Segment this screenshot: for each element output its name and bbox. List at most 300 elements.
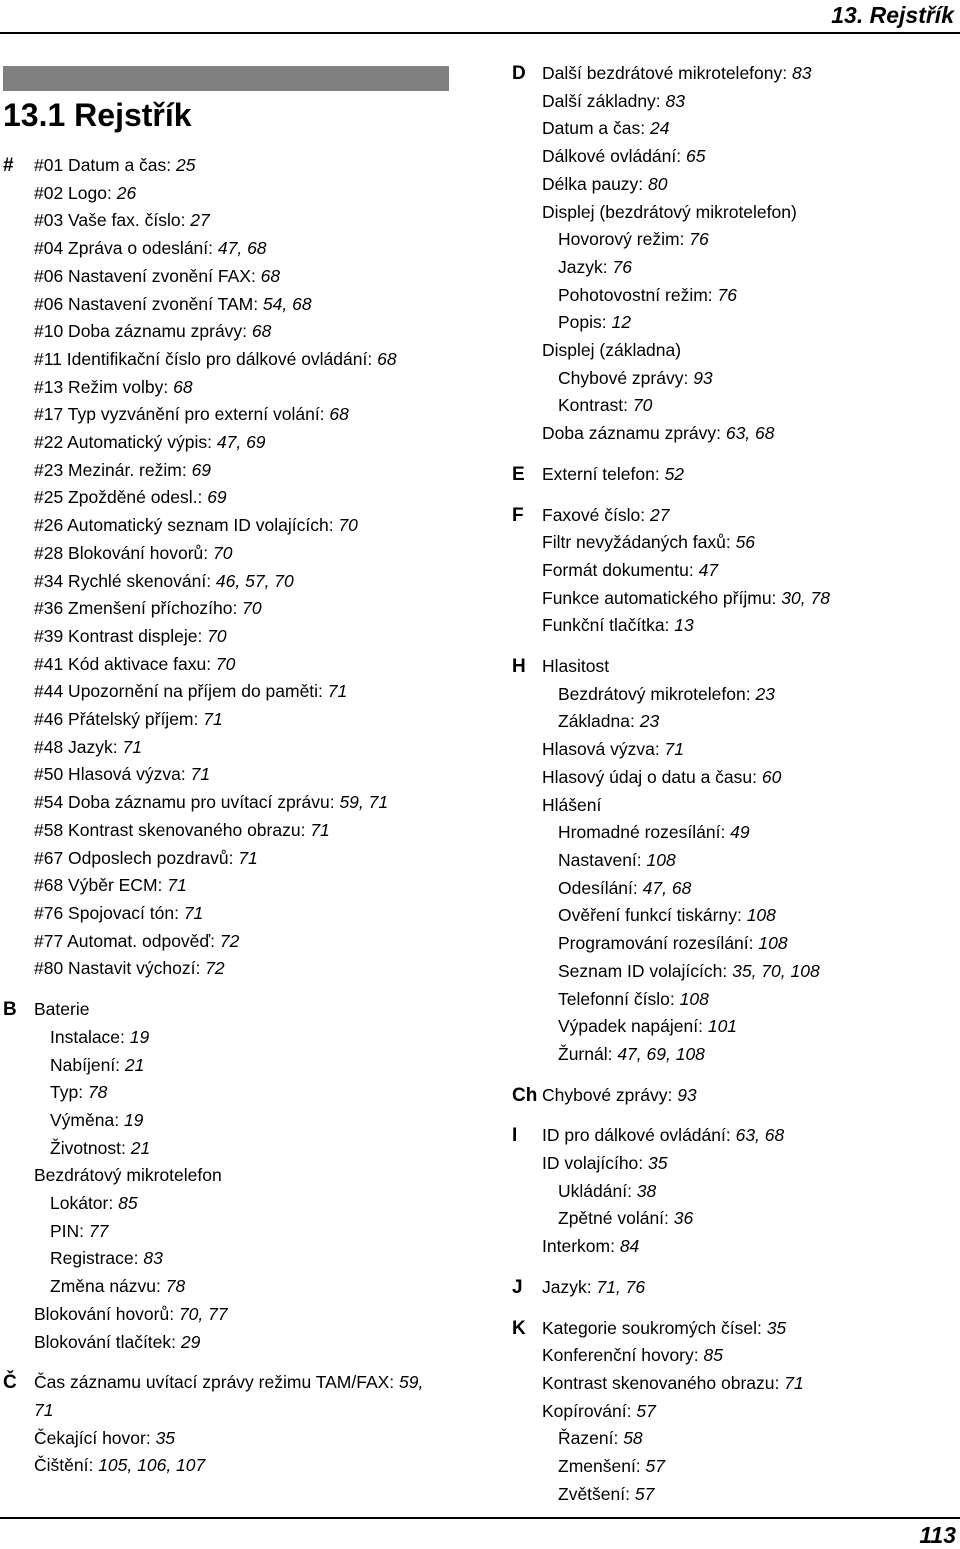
entry-label: Externí telefon:: [542, 463, 665, 484]
index-subentry: [558, 1205, 960, 1233]
entry-pages: 12: [611, 312, 631, 333]
entry-pages: 69: [191, 459, 212, 480]
index-entry: [542, 585, 960, 613]
entry-label: Hovorový režim:: [558, 229, 690, 250]
index-subentry: [558, 819, 960, 847]
entry-pages: 71: [664, 739, 685, 760]
entry-pages: 57: [636, 1400, 656, 1421]
index-subentry: [558, 282, 960, 310]
index-entry: [34, 734, 450, 762]
entry-pages: 27: [190, 210, 210, 231]
index-group: [510, 1274, 960, 1302]
entry-label: Jazyk:: [542, 1276, 597, 1297]
index-entry: [34, 401, 450, 429]
index-entry: [34, 1425, 450, 1453]
entry-label: Pohotovostní režim:: [558, 284, 718, 305]
index-letter: Ch: [512, 1084, 538, 1106]
index-entry: [34, 817, 450, 845]
entry-pages: 13: [674, 615, 694, 636]
entry-label: #23 Mezinár. režim:: [34, 459, 192, 480]
entry-pages: 71: [183, 902, 204, 923]
entry-label: Kontrast skenovaného obrazu:: [542, 1372, 785, 1393]
entry-pages: 65: [685, 146, 706, 167]
index-entry: [542, 1315, 960, 1343]
entry-label: Baterie: [34, 999, 90, 1020]
index-subentry: [50, 1273, 450, 1301]
top-divider: [0, 32, 960, 34]
entry-pages: 30, 78: [781, 587, 830, 608]
index-entry: [542, 1150, 960, 1178]
entry-label: Blokování hovorů:: [34, 1303, 179, 1324]
index-entry: [34, 152, 450, 180]
entry-label: #39 Kontrast displeje:: [34, 625, 208, 646]
entry-pages: 38: [636, 1180, 657, 1201]
entry-pages: 23: [639, 711, 660, 732]
entry-pages: 71: [167, 875, 187, 896]
index-column-right: [510, 60, 960, 1508]
index-entry: [34, 318, 450, 346]
bottom-divider: [0, 1517, 960, 1519]
entry-pages: 52: [664, 463, 685, 484]
index-letter: K: [512, 1317, 526, 1339]
entry-label: Hlasová výzva:: [542, 739, 665, 760]
entry-label: Hromadné rozesílání:: [558, 822, 731, 843]
entry-pages: 47, 68: [217, 238, 267, 259]
entry-label: #01 Datum a čas:: [34, 155, 177, 175]
entry-label: Zpětné volání:: [558, 1208, 674, 1229]
entry-pages: 25: [176, 155, 196, 175]
entry-pages: 70: [215, 653, 236, 674]
index-entry: [34, 180, 450, 208]
index-entry: [34, 1452, 450, 1480]
entry-pages: 68: [173, 376, 193, 397]
index-subentry: [558, 708, 960, 736]
entry-pages: 47: [698, 559, 719, 580]
index-group: [510, 461, 960, 489]
entry-pages: 59,: [399, 1372, 424, 1393]
index-subentry: [558, 309, 960, 337]
entry-pages: 83: [143, 1248, 163, 1269]
entry-pages: 23: [755, 683, 775, 704]
entry-label: Žurnál:: [558, 1043, 618, 1064]
entry-pages: 71: [203, 709, 223, 730]
index-subentry: [50, 1190, 450, 1218]
index-subentry: [50, 1024, 450, 1052]
entry-label: Funkce automatického příjmu:: [542, 587, 782, 608]
index-entry: [542, 1370, 960, 1398]
entry-pages: 72: [205, 958, 225, 979]
entry-label: Hlasitost: [542, 656, 610, 677]
entry-label: Interkom:: [542, 1236, 620, 1257]
entry-label: Odesílání:: [558, 877, 643, 898]
entry-pages: 19: [123, 1109, 144, 1130]
index-letter: J: [512, 1276, 523, 1298]
index-entry: [34, 1301, 450, 1329]
entry-label: Další základny:: [542, 90, 666, 111]
index-entry: [542, 88, 960, 116]
index-letter: #: [3, 155, 14, 176]
entry-label: #06 Nastavení zvonění TAM:: [34, 293, 263, 314]
index-entry: [34, 678, 450, 706]
entry-pages: 105, 106, 107: [98, 1455, 206, 1476]
index-entry: [34, 346, 450, 374]
index-group: [510, 502, 960, 641]
index-entry: [34, 540, 450, 568]
entry-pages: 70: [338, 515, 358, 536]
entry-label: Displej (základna): [542, 340, 682, 361]
entry-pages: 76: [689, 229, 709, 250]
entry-pages: 108: [758, 933, 788, 954]
entry-label: Seznam ID volajících:: [558, 960, 733, 981]
index-subentry: [558, 958, 960, 986]
entry-label: #02 Logo:: [34, 182, 117, 203]
entry-label: Další bezdrátové mikrotelefony:: [542, 63, 792, 83]
index-entry: [34, 1162, 450, 1190]
index-group: [0, 152, 450, 983]
index-subentry: [558, 847, 960, 875]
index-group: [510, 60, 960, 448]
index-entry: [34, 623, 450, 651]
entry-label: Lokátor:: [50, 1193, 119, 1214]
entry-pages: 35: [648, 1153, 668, 1174]
entry-pages: 68: [329, 404, 349, 425]
entry-label: Doba záznamu zprávy:: [542, 423, 726, 444]
entry-pages: 27: [649, 504, 670, 525]
entry-label: Čas záznamu uvítací zprávy režimu TAM/FAX:: [34, 1372, 400, 1393]
entry-pages: 54, 68: [262, 293, 312, 314]
index-group: [510, 1082, 960, 1110]
entry-label: Hlášení: [542, 794, 602, 815]
entry-pages: 56: [735, 532, 756, 553]
index-entry: [34, 706, 450, 734]
page-number: 113: [919, 1522, 956, 1548]
index-entry: [34, 263, 450, 291]
entry-pages: 71: [122, 736, 142, 757]
index-column-left: [0, 152, 450, 1480]
entry-pages: 35: [766, 1317, 787, 1338]
entry-label: Typ:: [50, 1082, 88, 1103]
entry-pages: 72: [219, 930, 240, 951]
entry-label: #26 Automatický seznam ID volajících:: [34, 515, 339, 536]
entry-label: Ukládání:: [558, 1180, 637, 1201]
index-entry: [34, 595, 450, 623]
entry-label: #22 Automatický výpis:: [34, 432, 217, 453]
entry-label: #50 Hlasová výzva:: [34, 764, 191, 785]
entry-pages: 63, 68: [725, 423, 775, 444]
index-entry: [34, 928, 450, 956]
entry-pages: 71: [327, 681, 348, 702]
entry-pages: 29: [180, 1331, 201, 1352]
index-entry: [34, 900, 450, 928]
index-entry: [34, 291, 450, 319]
index-entry: [542, 420, 960, 448]
entry-pages: 60: [761, 766, 782, 787]
index-entry: [34, 996, 450, 1024]
index-entry: [34, 484, 450, 512]
index-subentry: [558, 902, 960, 930]
index-entry: [542, 1274, 960, 1302]
entry-pages: 76: [612, 256, 632, 277]
entry-label: Instalace:: [50, 1026, 130, 1047]
index-subentry: [558, 986, 960, 1014]
index-subentry: [558, 254, 960, 282]
entry-label: ID volajícího:: [542, 1153, 649, 1174]
entry-pages: 71: [190, 764, 211, 785]
entry-label: Chybové zprávy:: [558, 367, 694, 388]
entry-label: #06 Nastavení zvonění FAX:: [34, 265, 261, 286]
index-entry: [542, 764, 960, 792]
entry-pages: 47, 69: [216, 432, 266, 453]
index-entry: [34, 1369, 450, 1397]
entry-pages: 57: [645, 1456, 666, 1477]
index-entry: [542, 199, 960, 227]
entry-label: Délka pauzy:: [542, 173, 649, 194]
index-subentry: [558, 1481, 960, 1509]
entry-pages: 93: [693, 367, 713, 388]
index-subentry: [50, 1135, 450, 1163]
entry-pages: 35, 70, 108: [732, 960, 820, 981]
entry-pages: 21: [124, 1054, 145, 1075]
entry-pages: 59, 71: [339, 792, 389, 813]
entry-label: Bezdrátový mikrotelefon: [34, 1165, 222, 1186]
index-subentry: [558, 1013, 960, 1041]
section-bar: [3, 66, 449, 91]
index-entry: [34, 872, 450, 900]
entry-label: #46 Přátelský příjem:: [34, 709, 204, 730]
entry-label: Displej (bezdrátový mikrotelefon): [542, 201, 797, 222]
entry-pages: 69: [207, 487, 227, 508]
entry-label: Kategorie soukromých čísel:: [542, 1317, 767, 1338]
index-group: [0, 996, 450, 1356]
entry-label: #28 Blokování hovorů:: [34, 542, 214, 563]
index-letter: I: [512, 1125, 518, 1147]
entry-label: Kopírování:: [542, 1400, 637, 1421]
index-entry: [542, 337, 960, 365]
entry-label: Jazyk:: [558, 256, 613, 277]
entry-label: #03 Vaše fax. číslo:: [34, 210, 191, 231]
index-entry: [542, 612, 960, 640]
index-group: [510, 1122, 960, 1261]
entry-label: Zvětšení:: [558, 1483, 635, 1504]
entry-label: #04 Zpráva o odeslání:: [34, 238, 218, 259]
index-subentry: [50, 1218, 450, 1246]
index-subentry: [50, 1052, 450, 1080]
entry-label: #80 Nastavit výchozí:: [34, 958, 206, 979]
entry-label: #44 Upozornění na příjem do paměti:: [34, 681, 328, 702]
entry-label: #36 Zmenšení příchozího:: [34, 598, 243, 619]
index-subentry: [558, 1041, 960, 1069]
entry-pages: 68: [251, 321, 272, 342]
entry-pages: 71: [784, 1372, 804, 1393]
entry-label: Popis:: [558, 312, 612, 333]
entry-pages: 71: [238, 847, 258, 868]
entry-label: Dálkové ovládání:: [542, 146, 686, 167]
index-subentry: [558, 365, 960, 393]
entry-pages: 47, 69, 108: [617, 1043, 705, 1064]
index-letter: H: [512, 656, 526, 678]
index-letter: F: [512, 504, 524, 526]
index-subentry: [558, 392, 960, 420]
index-entry: [542, 1342, 960, 1370]
entry-label: Funkční tlačítka:: [542, 615, 675, 636]
entry-label: Chybové zprávy:: [542, 1084, 678, 1105]
index-entry: [34, 761, 450, 789]
entry-label: #17 Typ vyzvánění pro externí volání:: [34, 404, 330, 425]
index-entry: [542, 792, 960, 820]
index-letter: D: [512, 63, 526, 84]
index-letter: Č: [3, 1372, 17, 1394]
entry-pages: 77: [88, 1220, 109, 1241]
entry-pages: 108: [646, 849, 676, 870]
entry-pages: 58: [623, 1428, 643, 1449]
entry-pages: 85: [703, 1345, 723, 1366]
index-entry: [34, 207, 450, 235]
index-group: [510, 653, 960, 1069]
index-entry: [542, 1122, 960, 1150]
index-subentry: [558, 875, 960, 903]
entry-pages: 19: [129, 1026, 150, 1047]
entry-label: Kontrast:: [558, 395, 633, 416]
entry-label: Životnost:: [50, 1137, 131, 1158]
entry-pages: 70: [213, 542, 233, 563]
entry-label: Čekající hovor:: [34, 1427, 156, 1448]
index-entry: [542, 1082, 960, 1110]
entry-label: #34 Rychlé skenování:: [34, 570, 216, 591]
entry-label: Hlasový údaj o datu a času:: [542, 766, 762, 787]
index-group: [0, 1369, 450, 1480]
entry-pages: 49: [730, 822, 750, 843]
entry-label: Nabíjení:: [50, 1054, 125, 1075]
entry-label: #58 Kontrast skenovaného obrazu:: [34, 819, 311, 840]
entry-pages: 70: [207, 625, 227, 646]
index-entry: [34, 235, 450, 263]
entry-label: #10 Doba záznamu zprávy:: [34, 321, 252, 342]
index-letter: E: [512, 463, 525, 485]
index-entry: [34, 568, 450, 596]
entry-label: Nastavení:: [558, 849, 647, 870]
entry-label: #76 Spojovací tón:: [34, 902, 184, 923]
index-entry: [34, 955, 450, 983]
entry-pages: 24: [649, 118, 670, 139]
index-entry: [542, 557, 960, 585]
index-entry: [542, 461, 960, 489]
entry-label: Změna názvu:: [50, 1276, 166, 1297]
entry-pages: 71: [34, 1399, 54, 1420]
entry-pages: 76: [717, 284, 737, 305]
entry-label: #11 Identifikační číslo pro dálkové ovládání:: [34, 348, 378, 369]
entry-pages: 57: [634, 1483, 655, 1504]
index-entry: [542, 1233, 960, 1261]
entry-pages: 21: [130, 1137, 151, 1158]
index-entry: [542, 529, 960, 557]
entry-label: Výpadek napájení:: [558, 1016, 708, 1037]
index-entry: [542, 171, 960, 199]
entry-label: PIN:: [50, 1220, 89, 1241]
entry-pages: 85: [118, 1193, 138, 1214]
index-subentry: [50, 1079, 450, 1107]
index-group: [510, 1315, 960, 1509]
entry-pages: 101: [707, 1016, 738, 1037]
entry-label: Zmenšení:: [558, 1456, 646, 1477]
entry-pages: 70: [242, 598, 262, 619]
index-entry: [542, 115, 960, 143]
index-entry: [542, 143, 960, 171]
entry-label: #25 Zpožděné odesl.:: [34, 487, 208, 508]
section-title: 13.1 Rejstřík: [3, 97, 192, 133]
index-entry: [34, 457, 450, 485]
entry-label: Blokování tlačítek:: [34, 1331, 181, 1352]
entry-pages: 83: [791, 63, 812, 83]
entry-pages: 63, 68: [735, 1125, 785, 1146]
entry-pages: 35: [155, 1427, 176, 1448]
entry-label: Formát dokumentu:: [542, 559, 699, 580]
entry-pages: 71: [310, 819, 330, 840]
index-subentry: [558, 226, 960, 254]
index-entry: [542, 653, 960, 681]
entry-label: Programování rozesílání:: [558, 933, 759, 954]
entry-pages: 80: [648, 173, 668, 194]
entry-label: Datum a čas:: [542, 118, 650, 139]
index-entry: [34, 789, 450, 817]
entry-label: #54 Doba záznamu pro uvítací zprávu:: [34, 792, 340, 813]
entry-label: Telefonní číslo:: [558, 988, 680, 1009]
index-subentry: [558, 1178, 960, 1206]
entry-pages: 93: [677, 1084, 697, 1105]
index-entry: [542, 502, 960, 530]
entry-label: Výměna:: [50, 1109, 124, 1130]
entry-pages: 83: [665, 90, 685, 111]
index-entry: [34, 429, 450, 457]
entry-pages: 84: [619, 1236, 640, 1257]
entry-pages: 108: [679, 988, 709, 1009]
entry-label: #13 Režim volby:: [34, 376, 174, 397]
entry-pages: 78: [165, 1276, 186, 1297]
index-entry: [542, 60, 960, 88]
entry-pages: 70, 77: [178, 1303, 228, 1324]
index-entry: [34, 651, 450, 679]
entry-label: Registrace:: [50, 1248, 144, 1269]
index-subentry: [50, 1107, 450, 1135]
entry-pages: 46, 57, 70: [215, 570, 294, 591]
entry-pages: 26: [116, 182, 137, 203]
entry-label: #48 Jazyk:: [34, 736, 123, 757]
entry-pages: 71, 76: [596, 1276, 646, 1297]
entry-label: #67 Odposlech pozdravů:: [34, 847, 239, 868]
entry-pages: 108: [746, 905, 776, 926]
index-subentry: [558, 930, 960, 958]
entry-label: Základna:: [558, 711, 640, 732]
index-entry: [34, 845, 450, 873]
entry-label: #68 Výběr ECM:: [34, 875, 168, 896]
entry-label: #77 Automat. odpověď:: [34, 930, 220, 951]
index-subentry: [558, 1425, 960, 1453]
index-entry: [542, 1398, 960, 1426]
entry-pages: 70: [632, 395, 653, 416]
entry-label: Faxové číslo:: [542, 504, 650, 525]
index-entry: [34, 1329, 450, 1357]
entry-pages: 78: [87, 1082, 108, 1103]
index-entry: [34, 1397, 450, 1425]
index-entry: [34, 374, 450, 402]
entry-label: Řazení:: [558, 1428, 624, 1449]
index-subentry: [558, 681, 960, 709]
entry-pages: 36: [673, 1208, 694, 1229]
entry-label: Konferenční hovory:: [542, 1345, 704, 1366]
index-letter: B: [3, 999, 17, 1021]
chapter-title: 13. Rejstřík: [831, 2, 954, 28]
index-subentry: [558, 1453, 960, 1481]
entry-label: Filtr nevyžádaných faxů:: [542, 532, 736, 553]
